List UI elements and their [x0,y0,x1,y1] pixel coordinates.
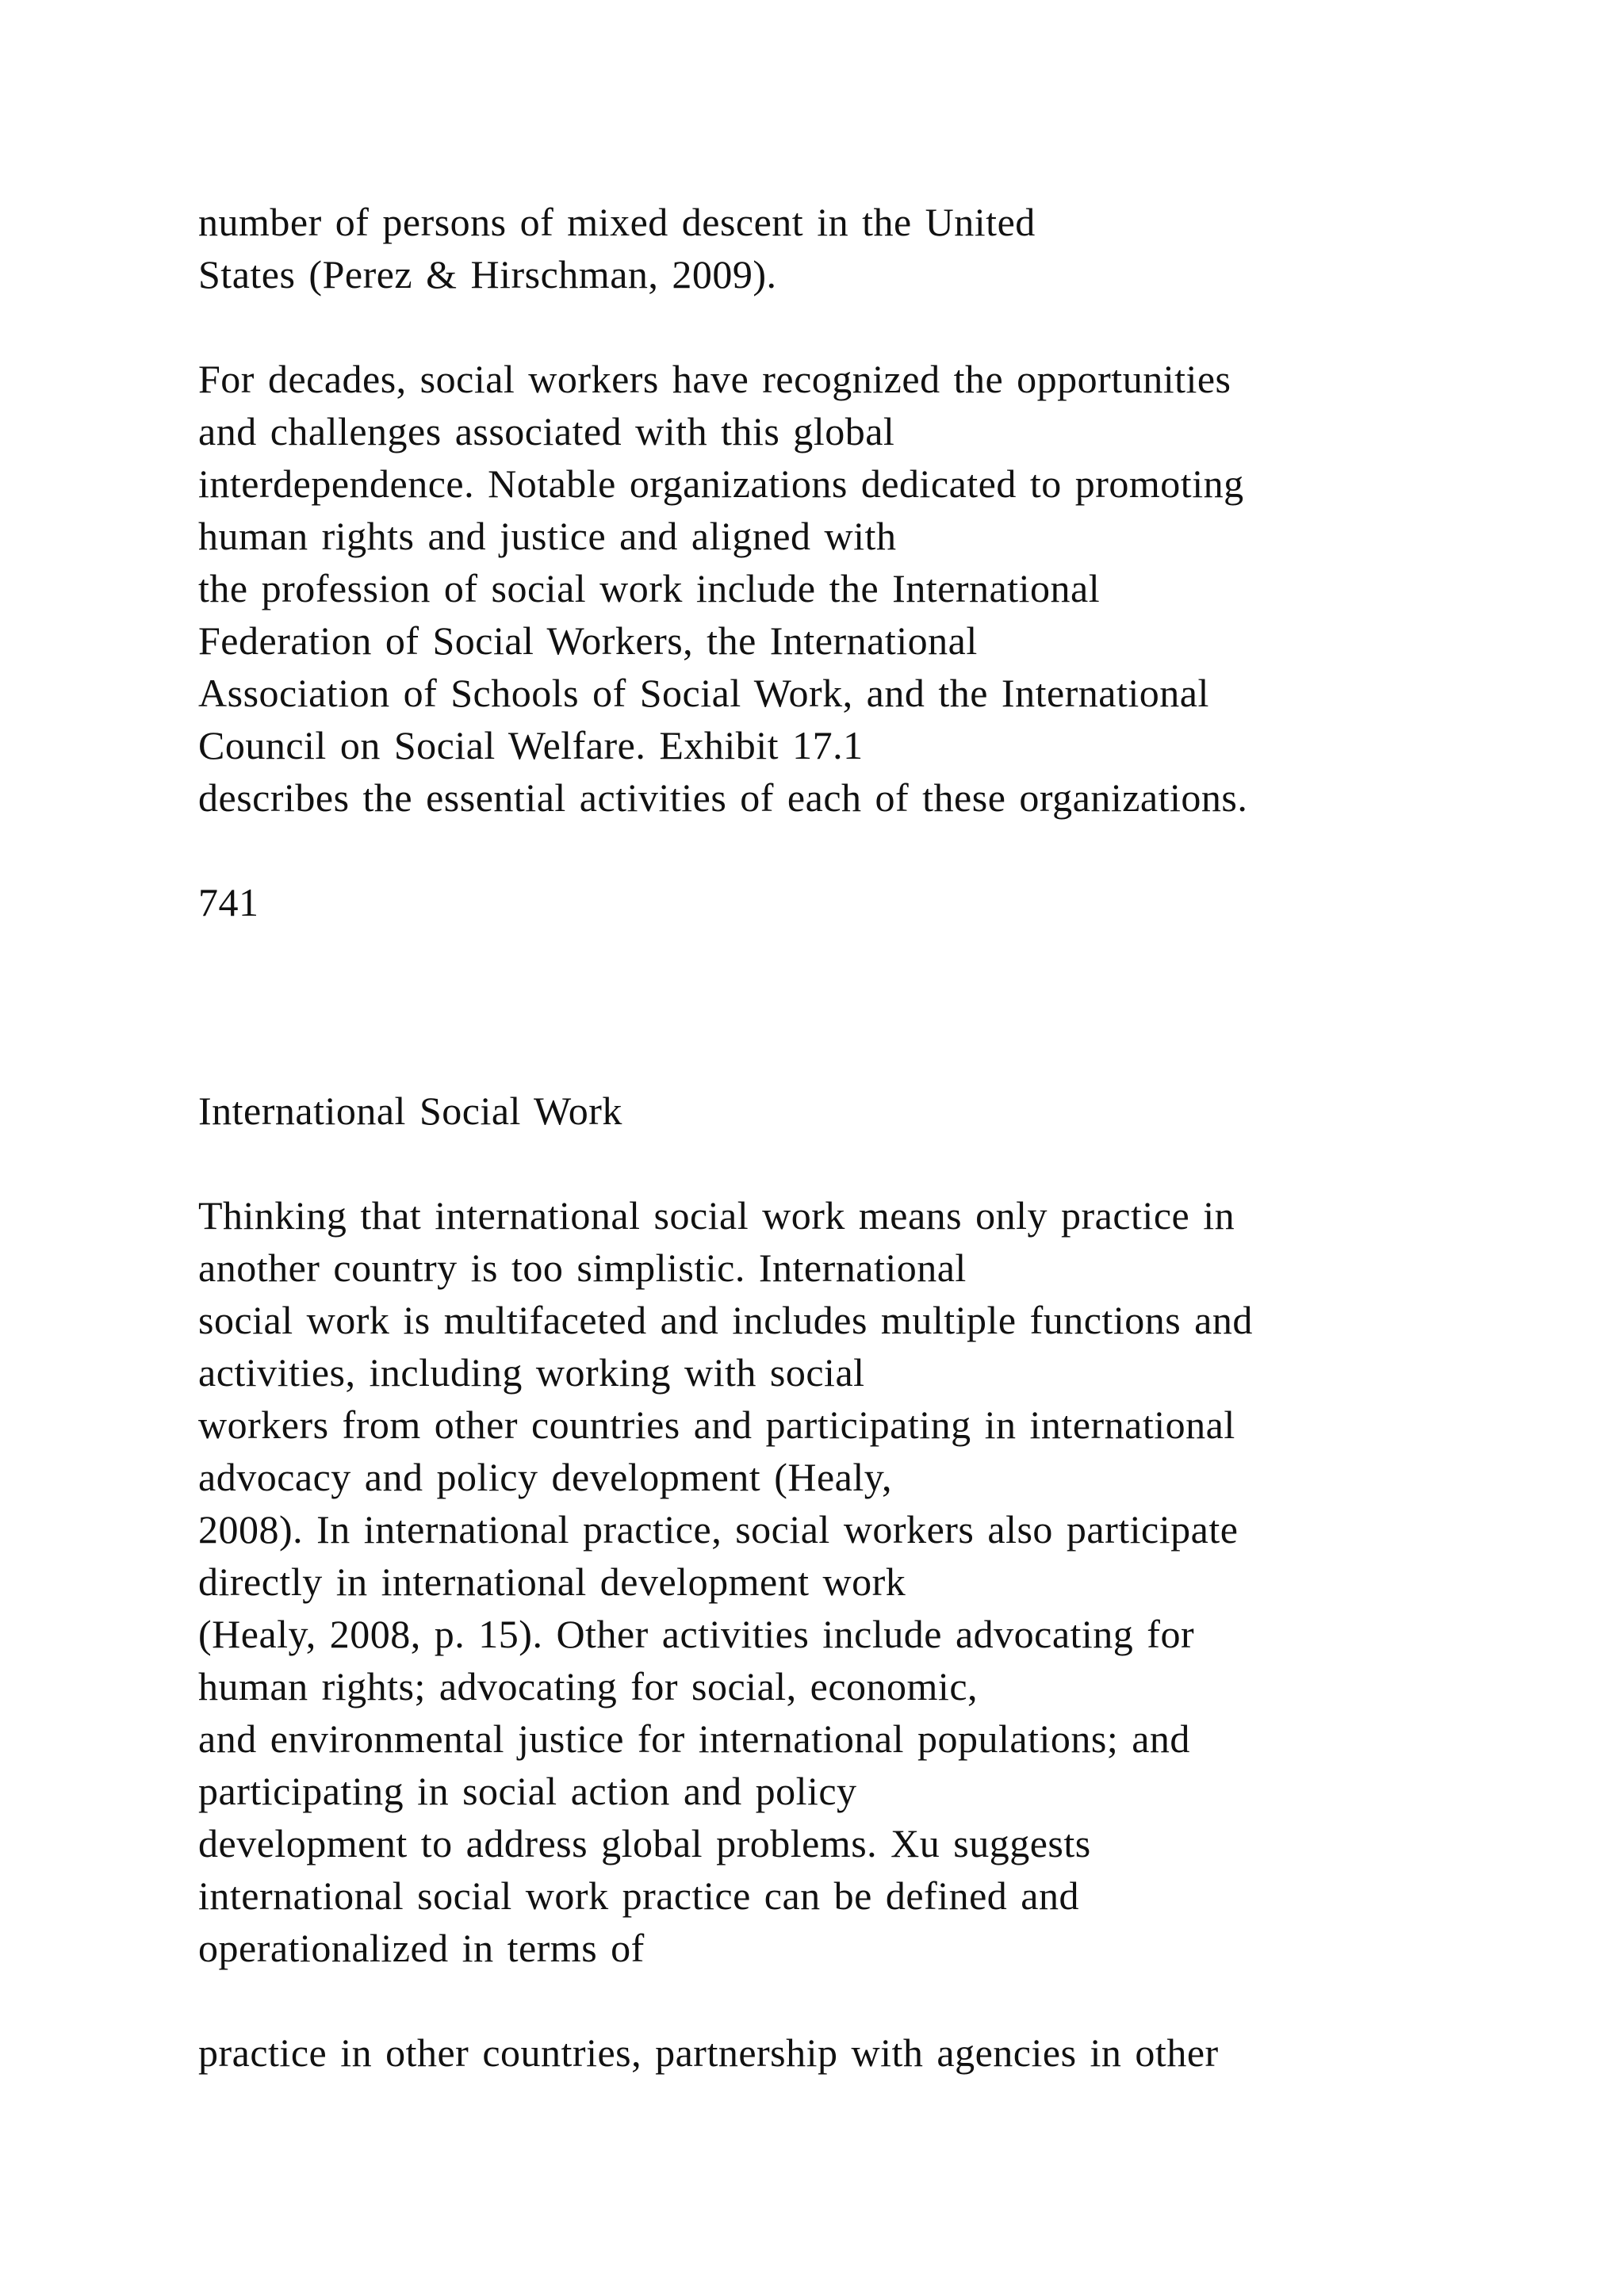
text-line: social work is multifaceted and includes multiple functions and [198,1298,1253,1342]
text-line: advocacy and policy development (Healy, [198,1455,892,1499]
text-line: human rights; advocating for social, economic, [198,1664,979,1709]
text-line: another country is too simplistic. International [198,1246,967,1290]
text-line: For decades, social workers have recognized the opportunities [198,357,1231,401]
text-line: Council on Social Welfare. Exhibit 17.1 [198,723,864,767]
text-line: the profession of social work include the International [198,566,1101,610]
section-heading: International Social Work [198,1089,622,1133]
text-line: workers from other countries and participating in international [198,1402,1235,1447]
text-line: 2008). In international practice, social workers also participate [198,1507,1239,1552]
text-line: interdependence. Notable organizations dedicated to promoting [198,461,1244,506]
text-line: and challenges associated with this global [198,409,895,453]
text-line: (Healy, 2008, p. 15). Other activities include advocating for [198,1612,1195,1656]
text-line: international social work practice can be defined and [198,1873,1079,1918]
text-line: number of persons of mixed descent in the United [198,200,1036,244]
text-line: and environmental justice for international populations; and [198,1716,1190,1761]
text-line: human rights and justice and aligned with [198,514,897,558]
text-line: participating in social action and policy [198,1769,857,1813]
text-line: activities, including working with social [198,1350,865,1395]
text-line: Association of Schools of Social Work, and the International [198,671,1209,715]
text-line: development to address global problems. Xu suggests [198,1821,1091,1866]
text-line: operationalized in terms of [198,1926,645,1970]
text-line: describes the essential activities of each of these organizations. [198,775,1248,820]
text-line: practice in other countries, partnership with agencies in other [198,2030,1219,2075]
text-line: Federation of Social Workers, the International [198,618,978,663]
text-line: Thinking that international social work means only practice in [198,1193,1235,1238]
text-line: directly in international development work [198,1559,906,1604]
text-line: States (Perez & Hirschman, 2009). [198,252,777,297]
page-number: 741 [198,880,259,924]
